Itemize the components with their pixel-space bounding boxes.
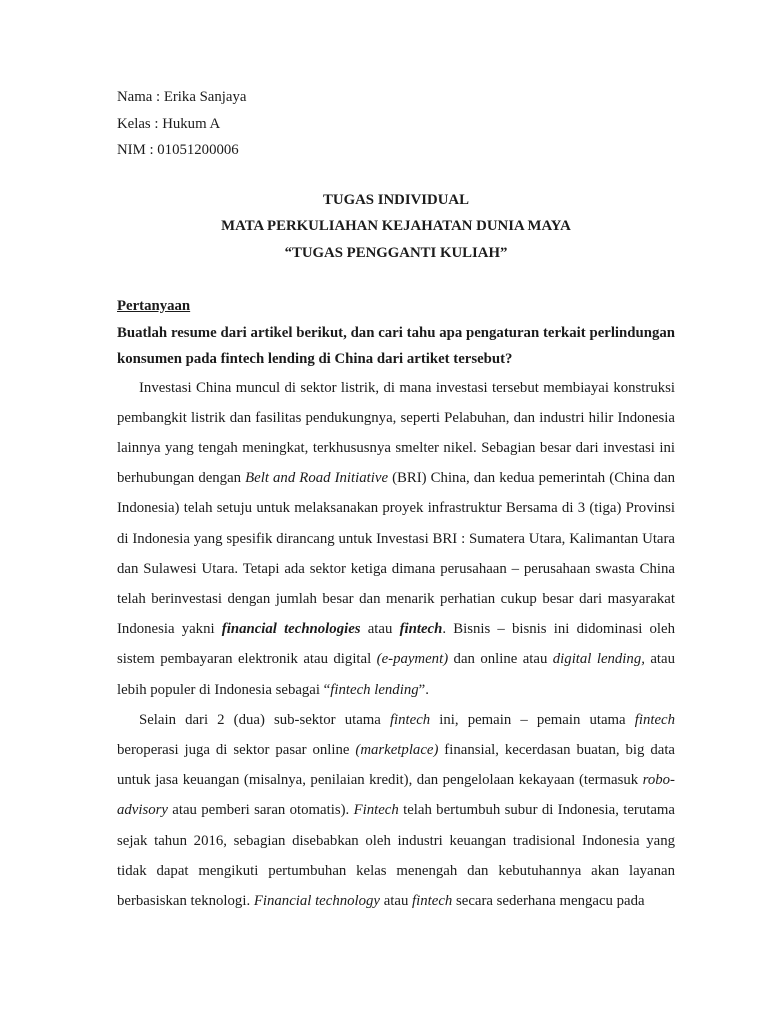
p1-epayment: (e-payment) xyxy=(376,651,449,668)
p1-financial-technologies: financial technologies xyxy=(221,621,361,638)
paragraph-1 xyxy=(117,373,675,705)
document-content xyxy=(117,84,675,916)
p1-text-6: atau lebih populer di Indonesia sebagai “ xyxy=(117,651,675,698)
title-line-1: TUGAS INDIVIDUAL xyxy=(323,191,469,208)
p2-fintech-4: fintech xyxy=(412,892,453,909)
document-titles xyxy=(117,187,675,267)
p1-text-7: ”. xyxy=(418,681,429,698)
p1-text-2: (BRI) China, dan kedua pemerintah (China dan Indonesia) telah setuju untuk melaksanakan proyek infrastruktur Bersama di 3 (tiga) Provinsi di Indonesia yang spesifik dirancang untuk Investasi BRI : Sumatera Utara, Kalimantan Utara dan Sulawesi Utara. Tetapi ada sektor ketiga dimana perusahaan – perusahaan swasta China telah berinvestasi dengan jumlah besar dan menarik perhatian cukup besar dari masyarakat Indonesia yakni xyxy=(117,470,675,638)
p1-text-5: dan online atau xyxy=(448,651,553,668)
p1-digital-lending: digital lending, xyxy=(552,651,645,668)
p2-fintech-3: Fintech xyxy=(353,802,399,819)
section-heading: Pertanyaan xyxy=(117,298,191,314)
paragraph-2 xyxy=(117,705,675,916)
student-nim: NIM : 01051200006 xyxy=(117,142,239,158)
p2-robo-advisory: robo-advisory xyxy=(117,772,675,819)
p2-text-8: secara sederhana mengacu pada xyxy=(452,892,645,909)
p2-fintech-2: fintech xyxy=(634,711,675,728)
p2-text-7: atau xyxy=(380,892,413,909)
p2-text-2: ini, pemain – pemain utama xyxy=(430,711,635,728)
p1-fintech: fintech xyxy=(399,621,443,638)
student-name: Nama : Erika Sanjaya xyxy=(117,89,247,105)
p2-text-3: beroperasi juga di sektor pasar online xyxy=(117,741,356,758)
question-text: Buatlah resume dari artikel berikut, dan cari tahu apa pengaturan terkait perlindungan konsumen pada fintech lending di China dari artiket tersebut? xyxy=(117,324,675,367)
p1-text-1: Investasi China muncul di sektor listrik, di mana investasi tersebut membiayai konstruksi pembangkit listrik dan fasilitas pendukungnya, seperti Pelabuhan, dan industri hilir Indonesia lainnya yang tengah meningkat, terkhususnya smelter nikel. Sebagian besar dari investasi ini berhubungan dengan xyxy=(117,379,675,487)
student-class: Kelas : Hukum A xyxy=(117,115,221,132)
p1-text-3: atau xyxy=(360,621,400,638)
p2-text-4: finansial, kecerdasan buatan, big data untuk jasa keuangan (misalnya, penilaian kredit), dan pengelolaan kekayaan (termasuk xyxy=(117,741,675,789)
p1-fintech-lending: fintech lending xyxy=(330,681,419,698)
p2-fintech-1: fintech xyxy=(389,711,431,728)
p2-text-6: telah bertumbuh subur di Indonesia, terutama sejak tahun 2016, sebagian disebabkan oleh industri keuangan tradisional Indonesia yang tidak dapat mengikuti pertumbuhan kelas menengah dan kebutuhannya akan layanan berbasiskan teknologi. xyxy=(117,802,675,909)
p2-marketplace: (marketplace) xyxy=(355,741,439,758)
title-line-3: “TUGAS PENGGANTI KULIAH” xyxy=(284,244,508,261)
p2-text-1: Selain dari 2 (dua) sub-sektor utama xyxy=(139,711,390,728)
p1-text-4: . Bisnis – bisnis ini didominasi oleh sistem pembayaran elektronik atau digital xyxy=(117,621,675,668)
p1-bri: Belt and Road Initiative xyxy=(245,470,389,487)
title-line-2: MATA PERKULIAHAN KEJAHATAN DUNIA MAYA xyxy=(221,218,571,234)
p2-text-5: atau pemberi saran otomatis). xyxy=(167,802,354,819)
p2-financial-technology: Financial technology xyxy=(253,892,380,909)
